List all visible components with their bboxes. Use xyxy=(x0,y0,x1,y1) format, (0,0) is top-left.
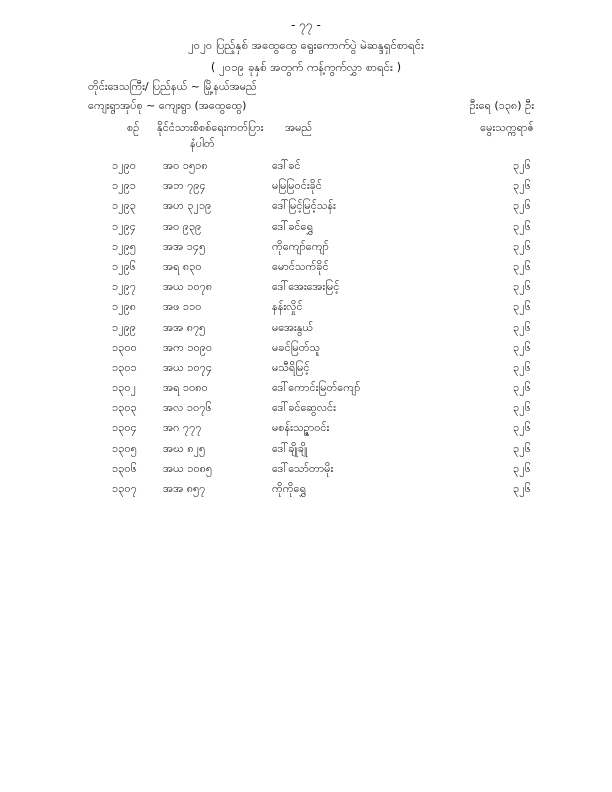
card-number: အယ ၁၀၇၄ xyxy=(163,360,213,374)
card-number: အဝ ၁၅၁၈ xyxy=(163,159,208,172)
person-name: မစန်းသဉ္ဇာဝင်း xyxy=(272,421,330,435)
person-name: ဒေါ်ခင်ဆွေလင်း xyxy=(272,401,336,415)
table-row xyxy=(0,179,612,199)
person-name: ဒေါ်သော်တာမိုး xyxy=(272,461,334,475)
person-name: ဒေါ်ချိုချို xyxy=(272,441,308,455)
record-list xyxy=(0,159,612,502)
person-name: ကိုကိုရွှေ xyxy=(272,482,307,495)
row-amount: ၃၂၆ xyxy=(513,461,531,475)
table-row xyxy=(0,482,612,502)
card-number: အဃ ၈၂၅ xyxy=(163,441,206,455)
column-header-no: စဉ် xyxy=(127,121,140,134)
row-amount: ၃၂၆ xyxy=(513,300,531,314)
row-amount: ၃၂၆ xyxy=(513,381,531,395)
table-row xyxy=(0,381,612,401)
card-number: အဘ ၇၉၄ xyxy=(163,179,206,193)
person-name: ဒေါ်မြင့်မြင့်သန်း xyxy=(272,199,336,213)
card-number: အယ ၁၀၇၈ xyxy=(163,280,213,294)
card-number: အဝ ၉၃၉ xyxy=(163,219,202,233)
table-row xyxy=(0,280,612,300)
card-number: အအ ၈၇၅ xyxy=(163,320,206,334)
row-amount: ၃၂၆ xyxy=(513,159,531,172)
row-number: ၁၂၉၁ xyxy=(112,179,136,193)
row-number: ၁၃၀၇ xyxy=(112,482,137,495)
table-row xyxy=(0,199,612,219)
column-header-card: နိုင်ငံသားစိစစ်ရေးကတ်ပြား xyxy=(157,121,264,134)
row-amount: ၃၂၆ xyxy=(513,280,531,294)
ward-label: ကျေးရွာအုပ်စု ~ ကျေးရွာ (အထွေထွေ) xyxy=(88,99,247,112)
table-row xyxy=(0,442,612,462)
row-amount: ၃၂၆ xyxy=(513,441,531,455)
row-number: ၁၃၀၀ xyxy=(112,340,137,354)
row-amount: ၃၂၆ xyxy=(513,320,531,334)
column-header-amount: မွေးသက္ကရာဇ် xyxy=(480,121,534,134)
row-number: ၁၃၀၆ xyxy=(112,461,137,475)
document-title: ၂၀၂၀ ပြည့်နှစ် အထွေထွေ ရွေးကောက်ပွဲ မဲဆန္ဒရှင်စာရင်း xyxy=(188,38,424,52)
row-amount: ၃၂၆ xyxy=(513,239,531,253)
table-row xyxy=(0,401,612,421)
card-number: အဂ ၇၇၇ xyxy=(163,421,202,435)
row-number: ၁၃၀၅ xyxy=(112,441,137,455)
row-amount: ၃၂၆ xyxy=(513,401,531,415)
total-label: ဦးရေ (၁၃၈) ဦး xyxy=(469,99,534,112)
person-name: ဒေါ်အေးအေးမြင့် xyxy=(272,280,340,294)
table-row xyxy=(0,240,612,260)
row-number: ၁၂၉၆ xyxy=(112,259,136,273)
row-amount: ၃၂၆ xyxy=(513,219,531,233)
row-number: ၁၂၉၉ xyxy=(112,320,136,334)
row-amount: ၃၂၆ xyxy=(513,259,531,273)
row-amount: ၃၂၆ xyxy=(513,179,531,193)
row-amount: ၃၂၆ xyxy=(513,482,531,495)
person-name: ကိုကျော်ကျော် xyxy=(272,239,329,253)
person-name: မောင်သက်ခိုင် xyxy=(272,259,329,273)
row-number: ၁၃၀၃ xyxy=(112,401,137,415)
table-row xyxy=(0,159,612,179)
card-number: အအ ၁၄၅ xyxy=(163,239,206,253)
row-number: ၁၂၉၄ xyxy=(112,219,136,233)
card-number: အရ ၁၀၈၀ xyxy=(163,381,208,395)
card-number: အအ ၈၅၇ xyxy=(163,482,206,495)
row-number: ၁၂၉၈ xyxy=(112,300,137,314)
row-number: ၁၃၀၂ xyxy=(112,381,136,395)
card-number: အလ ၁၀၇၆ xyxy=(163,401,212,415)
person-name: ဒေါ်ခင် xyxy=(272,159,301,172)
row-number: ၁၂၉၃ xyxy=(112,199,136,213)
card-number: အယ ၁၀၈၅ xyxy=(163,461,213,475)
person-name: ဒေါ်ခင်ရွှေ xyxy=(272,219,314,233)
document-subtitle: ( ၂၀၁၉ ခုနှစ် အတွက် ကန့်ကွက်လွှာ စာရင်း ) xyxy=(210,60,402,74)
table-row xyxy=(0,361,612,381)
district-line: တိုင်းဒေသကြီး/ ပြည်နယ် ~ မြို့နယ်အမည် xyxy=(88,80,257,93)
row-number: ၁၃၀၄ xyxy=(112,421,137,435)
card-number: အဖ ၁၁၀ xyxy=(163,300,202,314)
table-row xyxy=(0,341,612,361)
column-header-name: အမည် xyxy=(285,121,313,134)
person-name: မမြမြဝင်းခိုင် xyxy=(272,179,322,193)
row-number: ၁၂၉၇ xyxy=(112,280,136,294)
card-number: အရ ၈၃၀ xyxy=(163,259,202,273)
row-number: ၁၂၉၅ xyxy=(112,239,136,253)
person-name: ဒေါ်ကောင်းမြတ်ကျော် xyxy=(272,381,361,395)
table-row xyxy=(0,462,612,482)
card-number: အက ၁၀၉၀ xyxy=(163,340,213,354)
page-number: - ၇၇ - xyxy=(291,18,321,32)
row-amount: ၃၂၆ xyxy=(513,360,531,374)
table-row xyxy=(0,220,612,240)
row-amount: ၃၂၆ xyxy=(513,340,531,354)
person-name: မအေးနွယ် xyxy=(272,320,314,334)
card-number: အဟ ၃၂၁၉ xyxy=(163,199,212,213)
table-row xyxy=(0,260,612,280)
row-amount: ၃၂၆ xyxy=(513,199,531,213)
column-header-card-line2: နံပါတ် xyxy=(190,137,215,150)
table-row xyxy=(0,321,612,341)
person-name: မသီရိမြင့် xyxy=(272,360,310,374)
row-number: ၁၂၉၀ xyxy=(112,159,136,172)
row-number: ၁၃၀၁ xyxy=(112,360,137,374)
table-row xyxy=(0,421,612,441)
person-name: မခင်မြတ်သူ xyxy=(272,340,321,354)
person-name: နန်းလှိုင် xyxy=(272,300,303,314)
table-row xyxy=(0,300,612,320)
row-amount: ၃၂၆ xyxy=(513,421,531,435)
